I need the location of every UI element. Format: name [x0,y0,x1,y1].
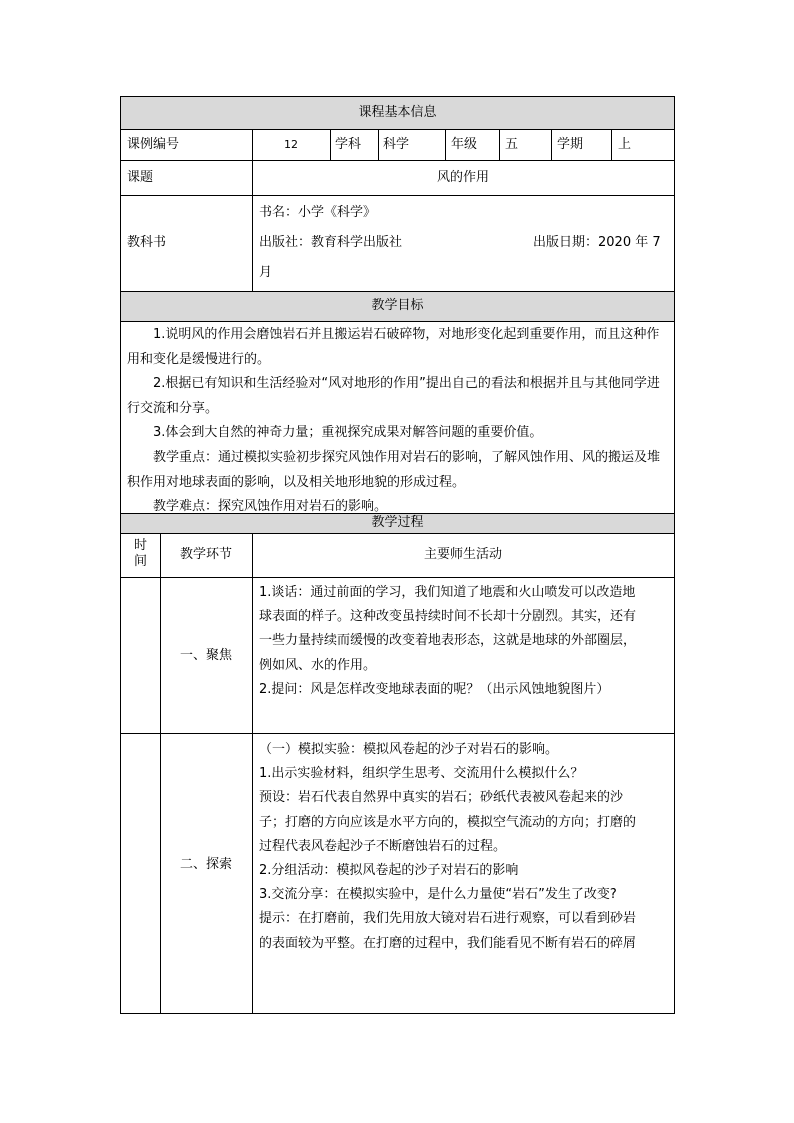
rule [551,129,552,160]
rule [445,129,446,160]
process-title: 教学过程 [371,515,424,530]
rule [330,129,331,160]
col-activity-header: 主要师生活动 [423,547,502,562]
goal-item: 1.说明风的作用会磨蚀岩石并且搬运岩石破碎物，对地形变化起到重要作用，而且这种作用和变化是缓慢进行的。 [127,327,660,367]
activity-line: 过程代表风卷起沙子不断磨蚀岩石的过程。 [259,838,507,854]
col-time-header [121,538,160,570]
rule [252,129,253,291]
goal-item: 3.体会到大自然的神奇力量；重视探究成果对解答问题的重要价值。 [153,425,543,441]
activity-explore [259,738,671,956]
stage-focus: 一、聚焦 [179,648,232,663]
grade-value: 五 [505,137,519,152]
stage-explore: 二、探索 [179,857,232,872]
activity-line: 2.提问：风是怎样改变地球表面的呢？（出示风蚀地貌图片） [259,681,610,697]
rule [121,321,674,322]
rule [121,160,674,161]
subject-label: 学科 [335,137,362,152]
activity-line: 预设：岩石代表自然界中真实的岩石；砂纸代表被风卷起来的沙 [259,790,624,806]
rule [121,291,674,292]
rule [121,577,674,578]
rule [611,129,612,160]
key-point: 教学重点：通过模拟实验初步探究风蚀作用对岩石的影响，了解风蚀作用、风的搬运及堆积作用对地球表面的影响，以及相关地形地貌的形成过程。 [127,449,661,490]
rule [499,129,500,160]
topic-label: 课题 [127,170,154,185]
activity-line: 1.谈话：通过前面的学习，我们知道了地震和火山喷发可以改造地 [259,585,636,600]
goals-title: 教学目标 [371,298,424,313]
publisher: 出版社：教育科学出版社 [259,235,403,250]
rule [252,533,253,1013]
rule [121,733,674,734]
activity-line: （一）模拟实验：模拟风卷起的沙子对岩石的影响。 [259,742,559,757]
publish-date: 出版日期：2020 年 7 [533,235,661,250]
rule [121,195,674,196]
textbook-label: 教科书 [127,235,167,250]
goal-item: 2.根据已有知识和生活经验对“风对地形的作用”提出自己的看法和根据并且与其他同学进行交流和分享。 [127,376,660,416]
rule [378,129,379,160]
col-time-char: 时 [133,538,147,553]
difficult-point: 教学难点：探究风蚀作用对岩石的影响。 [153,499,388,515]
col-time-char: 间 [133,554,147,569]
lesson-plan-table [120,96,675,1014]
info-title: 课程基本信息 [358,105,437,120]
activity-line: 2.分组活动：模拟风卷起的沙子对岩石的影响 [259,863,519,879]
case-no-label: 课例编号 [127,137,180,152]
activity-line: 一些力量持续而缓慢的改变着地表形态，这就是地球的外部圈层， [259,633,637,649]
book-name: 书名：小学《科学》 [259,205,377,220]
activity-line: 的表面较为平整。在打磨的过程中，我们能看见不断有岩石的碎屑 [259,935,637,951]
col-stage-header: 教学环节 [179,547,232,562]
case-no-value: 12 [284,138,298,151]
activity-line: 子；打磨的方向应该是水平方向的，模拟空气流动的方向；打磨的 [259,814,637,830]
topic-value: 风的作用 [436,170,489,185]
activity-focus [259,581,671,702]
rule [160,533,161,1013]
term-label: 学期 [557,137,584,152]
rule [121,129,674,130]
publish-date-continued: 月 [259,265,273,280]
grade-label: 年级 [451,137,478,152]
activity-line: 3.交流分享：在模拟实验中，是什么力量使“岩石”发生了改变? [259,887,617,903]
subject-value: 科学 [383,137,410,152]
activity-line: 提示：在打磨前，我们先用放大镜对岩石进行观察，可以看到砂岩 [259,911,637,927]
activity-line: 球表面的样子。这种改变虽持续时间不长却十分剧烈。其实，还有 [259,609,637,625]
term-value: 上 [618,137,632,152]
goals-body [127,323,668,520]
activity-line: 1.出示实验材料，组织学生思考、交流用什么模拟什么？ [259,766,584,782]
rule [121,533,674,534]
activity-line: 例如风、水的作用。 [259,657,377,673]
